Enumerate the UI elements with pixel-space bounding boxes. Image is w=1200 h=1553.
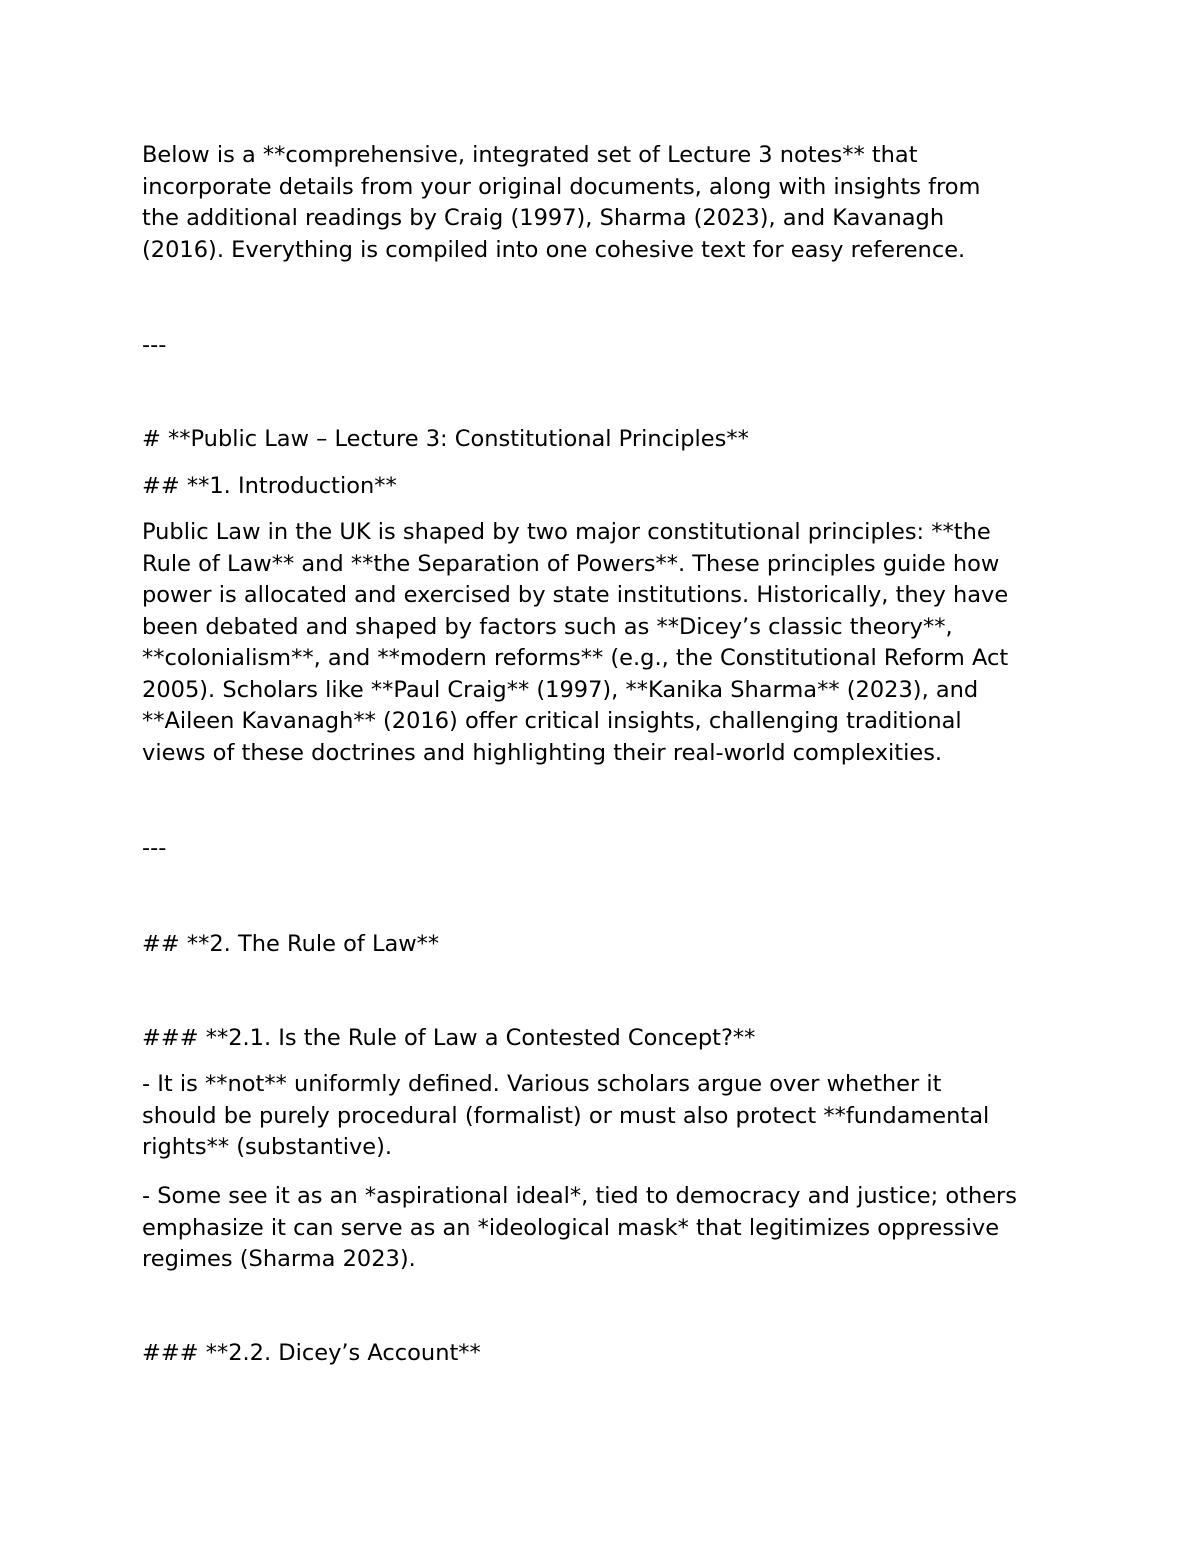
body-line: been debated and shaped by factors such as **Dicey’s classic theory**, (142, 613, 953, 640)
body-line: 2005). Scholars like **Paul Craig** (1997), **Kanika Sharma** (2023), and (142, 676, 979, 703)
separator-1: --- (142, 332, 167, 358)
section-2-1-heading: ### **2.1. Is the Rule of Law a Contested Concept?** (142, 1025, 756, 1051)
bullet-line: - It is **not** uniformly defined. Various scholars argue over whether it (142, 1071, 942, 1097)
intro-line: incorporate details from your original documents, along with insights from (142, 173, 981, 200)
bullet-line: emphasize it can serve as an *ideological mask* that legitimizes oppressive (142, 1214, 1000, 1241)
intro-line: Below is a **comprehensive, integrated set of Lecture 3 notes** that (142, 142, 918, 168)
bullet-line: - Some see it as an *aspirational ideal*, tied to democracy and justice; others (142, 1183, 1018, 1209)
document-title: # **Public Law – Lecture 3: Constitutional Principles** (142, 426, 749, 452)
body-line: **colonialism**, and **modern reforms** (e.g., the Constitutional Reform Act (142, 645, 1009, 671)
section-2-2-heading: ### **2.2. Dicey’s Account** (142, 1340, 481, 1366)
section-1-body (142, 517, 1072, 769)
bullet-line: should be purely procedural (formalist) or must also protect **fundamental (142, 1102, 990, 1129)
body-line: views of these doctrines and highlighting their real-world complexities. (142, 739, 943, 766)
intro-line: (2016). Everything is compiled into one cohesive text for easy reference. (142, 236, 966, 263)
body-line: **Aileen Kavanagh** (2016) offer critical insights, challenging traditional (142, 708, 962, 734)
separator-2: --- (142, 835, 167, 861)
bullet-item-1 (142, 1069, 1072, 1164)
intro-paragraph (142, 140, 1072, 266)
bullet-line: rights** (substantive). (142, 1134, 393, 1160)
bullet-line: regimes (Sharma 2023). (142, 1246, 416, 1272)
body-line: power is allocated and exercised by state institutions. Historically, they have (142, 582, 1009, 608)
body-line: Public Law in the UK is shaped by two major constitutional principles: **the (142, 519, 991, 545)
body-line: Rule of Law** and **the Separation of Powers**. These principles guide how (142, 550, 1000, 577)
intro-line: the additional readings by Craig (1997), Sharma (2023), and Kavanagh (142, 205, 945, 231)
section-2-heading: ## **2. The Rule of Law** (142, 931, 440, 957)
section-1-heading: ## **1. Introduction** (142, 473, 397, 499)
bullet-item-2 (142, 1181, 1072, 1276)
